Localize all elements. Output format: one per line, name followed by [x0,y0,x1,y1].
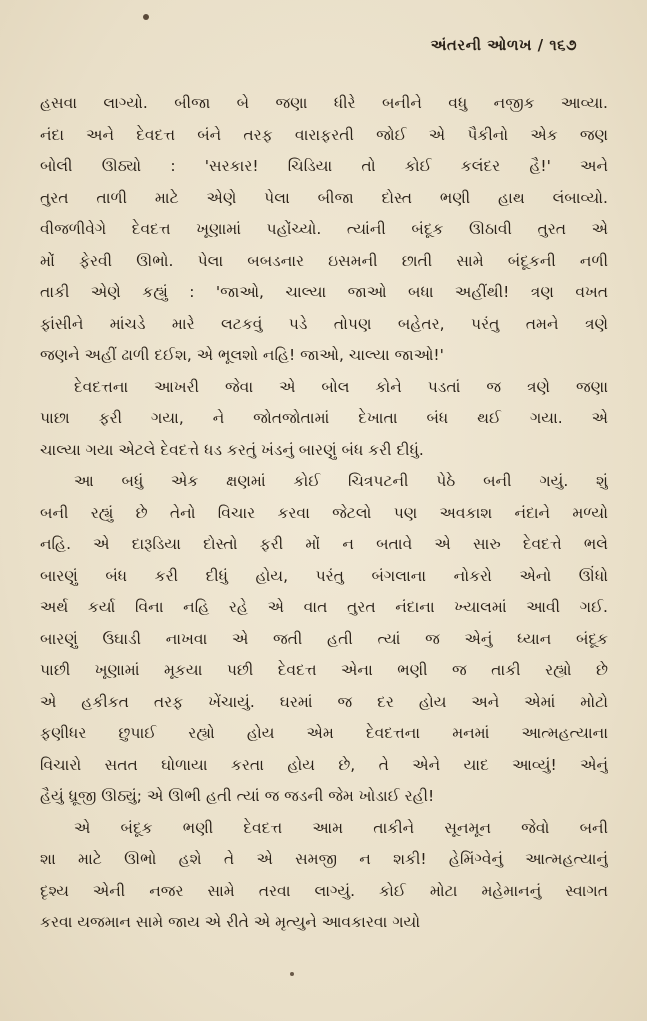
text-line: મોં ફેરવી ઊભો. પેલા બબડનાર ઇસમની છાતી સામે બંદૂકની નળી [40,251,608,270]
running-header: અંતરની ઓળખ / ૧૬૭ [430,36,577,54]
text-line: કરવા યજમાન સામે જાય એ રીતે એ મૃત્યુને આવકારવા ગયો [40,913,421,931]
text-line: વીજળીવેગે દેવદત્ત ખૂણામાં પહોંચ્યો. ત્યાંની બંદૂક ઊઠાવી તુરત એ [40,220,608,238]
text-line: હસવા લાગ્યો. બીજા બે જણા ધીરે બનીને વધુ નજીક આવ્યા. [40,94,608,112]
text-line: એ બંદૂક ભણી દેવદત્ત આમ તાકીને સૂનમૂન જેવો બની [74,818,608,837]
text-line: બારણું બંધ કરી દીધું હોય, પરંતુ બંગલાના નોકરો એનો ઊંધો [40,566,608,585]
text-line: બની રહ્યું છે તેનો વિચાર કરવા જેટલો પણ અવકાશ નંદાને મળ્યો [40,503,608,522]
text-line: પાછી ખૂણામાં મૂકયા પછી દેવદત્ત એના ભણી જ તાકી રહ્યો છે [40,661,608,679]
text-line: શા માટે ઊભો હશે તે એ સમજી ન શકી! હેમિંગ્વેનું આત્મહત્યાનું [40,850,608,868]
text-line: નંદા અને દેવદત્ત બંને તરફ વારાફરતી જોઈ એ પૈકીનો એક જણ [40,125,608,144]
text-line: દેવદત્તના આખરી જેવા એ બોલ કોને પડતાં જ ત્રણે જણા [74,377,608,396]
text-line: તુરત તાળી માટે એણે પેલા બીજા દોસ્ત ભણી હાથ લંબાવ્યો. [40,188,608,207]
text-line: તાકી એણે કહ્યું : 'જાઓ, ચાલ્યા જાઓ બધા અહીંથી! ત્રણ વખત [40,283,608,301]
text-line: બોલી ઊઠ્યો : 'સરકાર! ચિડિયા તો કોઈ કલંદર હૈ!' અને [40,157,608,175]
text-line: એ હકીકત તરફ ખેંચાયું. ઘરમાં જ દર હોય અને એમાં મોટો [40,692,608,711]
text-line: જણને અહીં ઢાળી દઈશ, એ ભૂલશો નહિ! જાઓ, ચાલ્યા જાઓ!' [40,346,444,364]
text-line: અર્થ કર્યા વિના નહિ રહે એ વાત તુરત નંદાના ખ્યાલમાં આવી ગઈ. [40,598,608,616]
body-text [40,88,608,939]
text-line: ફાંસીને માંચડે મારે લટકવું પડે તોપણ બહેતર, પરંતુ તમને ત્રણે [40,314,608,333]
text-line: હૈયું ધ્રૂજી ઊઠ્યું; એ ઊભી હતી ત્યાં જ જડની જેમ ખોડાઈ રહી! [40,787,435,805]
text-line: ચાલ્યા ગયા એટલે દેવદત્તે ધડ કરતું ખંડનું બારણું બંધ કરી દીધું. [40,440,424,459]
text-line: વિચારો સતત ઘોળાયા કરતા હોય છે, તે એને યાદ આવ્યું! એનું [40,755,608,774]
text-line: બારણું ઉઘાડી નાખવા એ જતી હતી ત્યાં જ એનું ધ્યાન બંદૂક [40,629,608,648]
text-line: આ બધું એક ક્ષણમાં કોઈ ચિત્રપટની પેઠે બની ગયું. શું [74,472,608,490]
text-line: નહિ. એ દારૂડિયા દોસ્તો ફરી મોં ન બતાવે એ સારુ દેવદત્તે ભલે [40,535,608,553]
text-line: પાછા ફરી ગયા, ને જોતજોતામાં દેખાતા બંધ થઈ ગયા. એ [40,409,608,427]
ink-dot [143,14,149,20]
text-line: દૃશ્ય એની નજર સામે તરવા લાગ્યું. કોઈ મોટા મહેમાનનું સ્વાગત [40,881,608,900]
ink-dot [290,972,294,976]
text-line: ફણીધર છુપાઈ રહ્યો હોય એમ દેવદત્તના મનમાં આત્મહત્યાના [40,724,608,742]
